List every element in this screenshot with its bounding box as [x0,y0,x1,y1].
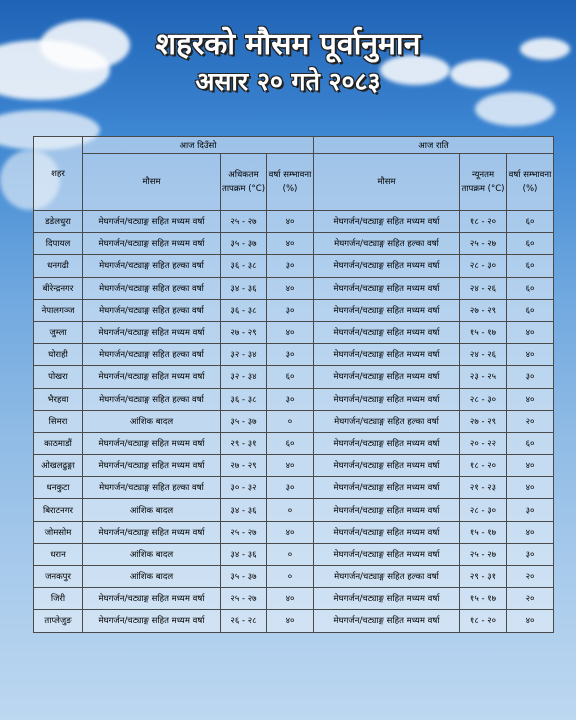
night-weather-cell: मेघगर्जन/चट्याङ्ग सहित मध्यम वर्षा [314,610,460,632]
table-row [34,233,554,255]
max-temp-cell: २९ - ३१ [221,432,267,454]
day-weather-cell: मेघगर्जन/चट्याङ्ग सहित मध्यम वर्षा [83,233,221,255]
table-row [34,388,554,410]
day-rain-cell: ४० [267,277,314,299]
min-temp-cell: २७ - २९ [460,299,507,321]
day-weather-cell: मेघगर्जन/चट्याङ्ग सहित मध्यम वर्षा [83,588,221,610]
page-title: शहरको मौसम पूर्वानुमान [155,27,421,62]
header-city: शहर [34,137,83,211]
table-row [34,321,554,343]
min-temp-cell: १५ - १७ [460,588,507,610]
city-cell: पोखरा [34,366,83,388]
table-row [34,455,554,477]
day-rain-cell: ४० [267,610,314,632]
day-weather-cell: मेघगर्जन/चट्याङ्ग सहित मध्यम वर्षा [83,521,221,543]
day-rain-cell: ० [267,566,314,588]
city-cell: घोराही [34,344,83,366]
night-weather-cell: मेघगर्जन/चट्याङ्ग सहित हल्का वर्षा [314,566,460,588]
min-temp-cell: २८ - ३० [460,255,507,277]
table-row [34,499,554,521]
night-weather-cell: मेघगर्जन/चट्याङ्ग सहित मध्यम वर्षा [314,344,460,366]
day-weather-cell: आंशिक बादल [83,499,221,521]
max-temp-cell: ३२ - ३४ [221,366,267,388]
max-temp-cell: ३४ - ३६ [221,499,267,521]
day-weather-cell: मेघगर्जन/चट्याङ्ग सहित हल्का वर्षा [83,477,221,499]
min-temp-cell: १८ - २० [460,610,507,632]
night-weather-cell: मेघगर्जन/चट्याङ्ग सहित मध्यम वर्षा [314,455,460,477]
table-row [34,543,554,565]
max-temp-cell: २५ - २७ [221,211,267,233]
night-rain-cell: ६० [507,299,554,321]
city-cell: जुम्ला [34,321,83,343]
table-row [34,566,554,588]
day-rain-cell: ० [267,543,314,565]
max-temp-cell: ३६ - ३८ [221,299,267,321]
table-row [34,366,554,388]
header-max-temp: अधिकतम तापक्रम (°C) [221,154,267,211]
city-cell: ताप्लेजुङ [34,610,83,632]
city-cell: दिपायल [34,233,83,255]
day-weather-cell: मेघगर्जन/चट्याङ्ग सहित मध्यम वर्षा [83,455,221,477]
night-weather-cell: मेघगर्जन/चट्याङ्ग सहित मध्यम वर्षा [314,277,460,299]
min-temp-cell: २८ - ३० [460,499,507,521]
night-weather-cell: मेघगर्जन/चट्याङ्ग सहित मध्यम वर्षा [314,366,460,388]
max-temp-cell: ३६ - ३८ [221,255,267,277]
night-rain-cell: ६० [507,255,554,277]
header-min-temp: न्यूनतम तापक्रम (°C) [460,154,507,211]
night-rain-cell: ३० [507,499,554,521]
header-night-weather: मौसम [314,154,460,211]
min-temp-cell: १५ - १७ [460,321,507,343]
city-cell: जोमसोम [34,521,83,543]
day-weather-cell: मेघगर्जन/चट्याङ्ग सहित हल्का वर्षा [83,277,221,299]
day-rain-cell: ४० [267,211,314,233]
forecast-table [33,136,554,633]
city-cell: ओखलढुङ्गा [34,455,83,477]
max-temp-cell: ३५ - ३७ [221,233,267,255]
night-rain-cell: २० [507,588,554,610]
table-row [34,255,554,277]
header-day-rain: वर्षा सम्भावना (%) [267,154,314,211]
max-temp-cell: ३५ - ३७ [221,566,267,588]
night-weather-cell: मेघगर्जन/चट्याङ्ग सहित हल्का वर्षा [314,410,460,432]
day-rain-cell: ३० [267,477,314,499]
day-rain-cell: ० [267,410,314,432]
night-weather-cell: मेघगर्जन/चट्याङ्ग सहित मध्यम वर्षा [314,432,460,454]
day-weather-cell: मेघगर्जन/चट्याङ्ग सहित मध्यम वर्षा [83,366,221,388]
table-row [34,344,554,366]
night-rain-cell: ४० [507,477,554,499]
min-temp-cell: १८ - २० [460,211,507,233]
max-temp-cell: ३५ - ३७ [221,410,267,432]
max-temp-cell: २७ - २९ [221,455,267,477]
city-cell: जनकपुर [34,566,83,588]
city-cell: बीरेन्द्रनगर [34,277,83,299]
city-cell: बिराटनगर [34,499,83,521]
header-night-group: आज राति [314,137,554,154]
day-rain-cell: ६० [267,432,314,454]
night-weather-cell: मेघगर्जन/चट्याङ्ग सहित मध्यम वर्षा [314,388,460,410]
table-row [34,277,554,299]
day-weather-cell: मेघगर्जन/चट्याङ्ग सहित मध्यम वर्षा [83,432,221,454]
day-rain-cell: ० [267,499,314,521]
min-temp-cell: २५ - २७ [460,233,507,255]
max-temp-cell: ३२ - ३४ [221,344,267,366]
night-weather-cell: मेघगर्जन/चट्याङ्ग सहित मध्यम वर्षा [314,321,460,343]
table-row [34,299,554,321]
city-cell: धनकुटा [34,477,83,499]
day-weather-cell: मेघगर्जन/चट्याङ्ग सहित हल्का वर्षा [83,255,221,277]
day-rain-cell: ३० [267,388,314,410]
night-weather-cell: मेघगर्जन/चट्याङ्ग सहित हल्का वर्षा [314,233,460,255]
night-rain-cell: ३० [507,366,554,388]
table-row [34,521,554,543]
min-temp-cell: २१ - २३ [460,477,507,499]
day-rain-cell: ३० [267,344,314,366]
night-rain-cell: ६० [507,277,554,299]
city-cell: सिमरा [34,410,83,432]
city-cell: काठमाडौं [34,432,83,454]
table-row [34,410,554,432]
max-temp-cell: ३४ - ३६ [221,277,267,299]
night-rain-cell: ६० [507,432,554,454]
day-rain-cell: ३० [267,255,314,277]
city-cell: धरान [34,543,83,565]
day-weather-cell: आंशिक बादल [83,543,221,565]
header-day-weather: मौसम [83,154,221,211]
day-weather-cell: आंशिक बादल [83,410,221,432]
city-cell: जिरी [34,588,83,610]
night-rain-cell: ४० [507,521,554,543]
city-cell: डडेलधुरा [34,211,83,233]
night-rain-cell: ६० [507,211,554,233]
city-cell: धनगढी [34,255,83,277]
day-rain-cell: ४० [267,588,314,610]
day-rain-cell: ३० [267,299,314,321]
max-temp-cell: २५ - २७ [221,521,267,543]
night-weather-cell: मेघगर्जन/चट्याङ्ग सहित मध्यम वर्षा [314,211,460,233]
table-row [34,477,554,499]
max-temp-cell: ३० - ३२ [221,477,267,499]
min-temp-cell: २३ - २५ [460,366,507,388]
page-date: असार २० गते २०८३ [195,67,381,96]
min-temp-cell: २८ - ३० [460,388,507,410]
day-weather-cell: मेघगर्जन/चट्याङ्ग सहित मध्यम वर्षा [83,321,221,343]
night-weather-cell: मेघगर्जन/चट्याङ्ग सहित मध्यम वर्षा [314,521,460,543]
night-weather-cell: मेघगर्जन/चट्याङ्ग सहित मध्यम वर्षा [314,477,460,499]
min-temp-cell: १५ - १७ [460,521,507,543]
table-row [34,211,554,233]
max-temp-cell: ३६ - ३८ [221,388,267,410]
city-cell: नेपालगञ्ज [34,299,83,321]
day-weather-cell: मेघगर्जन/चट्याङ्ग सहित हल्का वर्षा [83,299,221,321]
header-night-rain: वर्षा सम्भावना (%) [507,154,554,211]
night-rain-cell: ४० [507,388,554,410]
night-weather-cell: मेघगर्जन/चट्याङ्ग सहित मध्यम वर्षा [314,543,460,565]
forecast-rows [34,211,554,633]
day-weather-cell: मेघगर्जन/चट्याङ्ग सहित मध्यम वर्षा [83,211,221,233]
min-temp-cell: २४ - २६ [460,344,507,366]
min-temp-cell: १८ - २० [460,455,507,477]
day-rain-cell: ४० [267,521,314,543]
day-rain-cell: ६० [267,366,314,388]
night-rain-cell: ३० [507,543,554,565]
header-day-group: आज दिउँसो [83,137,314,154]
min-temp-cell: २७ - २९ [460,410,507,432]
day-weather-cell: आंशिक बादल [83,566,221,588]
city-cell: भैरहवा [34,388,83,410]
day-weather-cell: मेघगर्जन/चट्याङ्ग सहित मध्यम वर्षा [83,610,221,632]
table-row [34,610,554,632]
min-temp-cell: २९ - ३१ [460,566,507,588]
max-temp-cell: ३४ - ३६ [221,543,267,565]
night-weather-cell: मेघगर्जन/चट्याङ्ग सहित मध्यम वर्षा [314,299,460,321]
max-temp-cell: २५ - २७ [221,588,267,610]
night-weather-cell: मेघगर्जन/चट्याङ्ग सहित मध्यम वर्षा [314,255,460,277]
night-rain-cell: ४० [507,321,554,343]
night-rain-cell: २० [507,566,554,588]
day-rain-cell: ४० [267,455,314,477]
night-rain-cell: २० [507,410,554,432]
min-temp-cell: २० - २२ [460,432,507,454]
table-row [34,432,554,454]
min-temp-cell: २५ - २७ [460,543,507,565]
night-rain-cell: ४० [507,344,554,366]
max-temp-cell: २६ - २८ [221,610,267,632]
night-weather-cell: मेघगर्जन/चट्याङ्ग सहित मध्यम वर्षा [314,499,460,521]
max-temp-cell: २७ - २९ [221,321,267,343]
day-rain-cell: ४० [267,321,314,343]
night-rain-cell: ४० [507,610,554,632]
min-temp-cell: २४ - २६ [460,277,507,299]
day-rain-cell: ४० [267,233,314,255]
table-row [34,588,554,610]
night-rain-cell: ४० [507,455,554,477]
day-weather-cell: मेघगर्जन/चट्याङ्ग सहित हल्का वर्षा [83,344,221,366]
night-rain-cell: ६० [507,233,554,255]
night-weather-cell: मेघगर्जन/चट्याङ्ग सहित मध्यम वर्षा [314,588,460,610]
day-weather-cell: मेघगर्जन/चट्याङ्ग सहित हल्का वर्षा [83,388,221,410]
page-header [0,0,576,110]
